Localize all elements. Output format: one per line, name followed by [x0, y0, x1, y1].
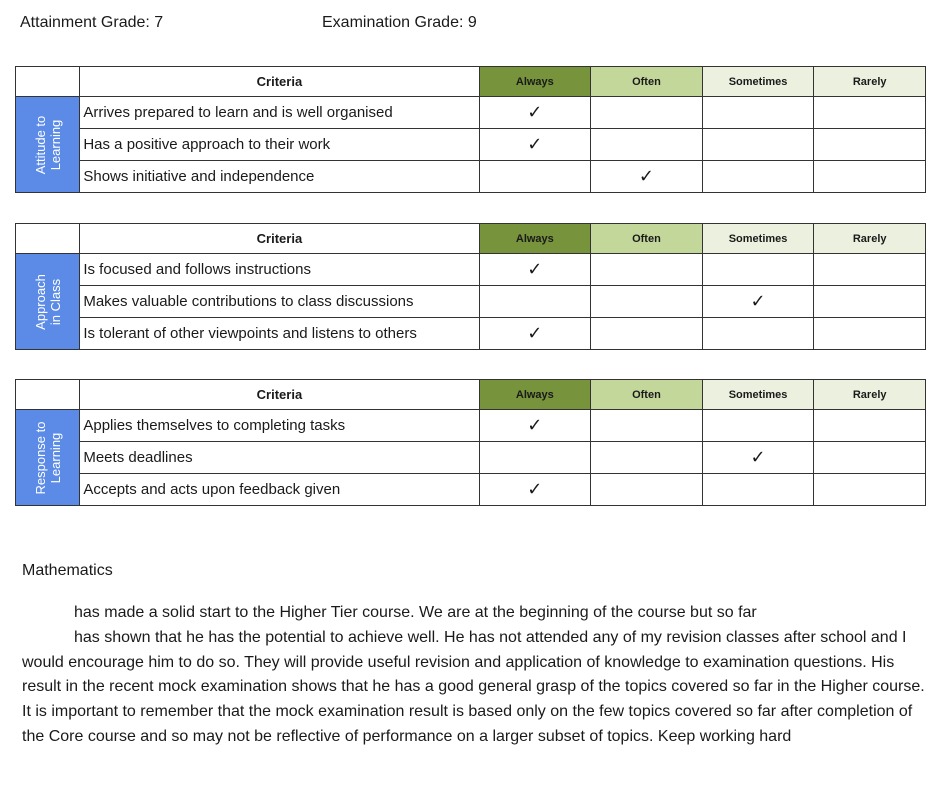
- section-label: [33, 274, 63, 330]
- section-label-cell: [16, 97, 80, 193]
- header-sometimes: Sometimes: [702, 224, 814, 254]
- rating-cell-often: [591, 410, 703, 442]
- report-comment: [22, 601, 927, 750]
- table-row: [16, 97, 926, 129]
- section-label-line-1: Attitude to: [32, 115, 48, 174]
- report-line-2: [22, 626, 927, 750]
- criteria-header: Criteria: [80, 224, 479, 254]
- rating-cell-rarely: [814, 318, 926, 350]
- table-row: [16, 129, 926, 161]
- rating-cell-rarely: [814, 97, 926, 129]
- rating-cell-sometimes: [702, 129, 814, 161]
- criterion-text: Meets deadlines: [80, 442, 479, 474]
- header-rarely: Rarely: [814, 380, 926, 410]
- rating-cell-sometimes: [702, 286, 814, 318]
- rating-cell-rarely: [814, 410, 926, 442]
- header-always: Always: [479, 67, 591, 97]
- checkmark-icon: ✓: [527, 323, 543, 343]
- criterion-text: Applies themselves to completing tasks: [80, 410, 479, 442]
- table-row: [16, 318, 926, 350]
- section-label-line-2: in Class: [47, 278, 63, 325]
- table-row: [16, 286, 926, 318]
- checkmark-icon: ✓: [527, 415, 543, 435]
- rating-cell-often: [591, 97, 703, 129]
- criterion-text: Makes valuable contributions to class discussions: [80, 286, 479, 318]
- header-sometimes: Sometimes: [702, 380, 814, 410]
- rating-cell-sometimes: [702, 254, 814, 286]
- rating-cell-sometimes: [702, 410, 814, 442]
- section-label-line-1: Approach: [32, 273, 48, 330]
- criterion-text: Arrives prepared to learn and is well organised: [80, 97, 479, 129]
- table-row: [16, 410, 926, 442]
- checkmark-icon: ✓: [638, 166, 654, 186]
- checkmark-icon: ✓: [750, 447, 766, 467]
- report-text-2: has shown that he has the potential to achieve well. He has not attended any of my revision classes after school and I would encourage him to do so. They will provide useful revision and application of knowledge to examination questions. His result in the recent mock examination shows that he has a good general grasp of the topics covered so far in the Higher course. It is important to remember that the mock examination result is based only on the few topics covered so far after completion of the Core course and so may not be reflective of performance on a larger subset of topics. Keep working hard: [22, 628, 925, 745]
- rating-cell-sometimes: [702, 161, 814, 193]
- header-often: Often: [591, 224, 703, 254]
- section-label-line-2: Learning: [47, 432, 63, 483]
- rating-cell-often: [591, 161, 703, 193]
- checkmark-icon: ✓: [527, 134, 543, 154]
- checkmark-icon: ✓: [527, 102, 543, 122]
- rating-cell-always: [479, 318, 591, 350]
- header-blank-cell: [16, 67, 80, 97]
- table-header-row: [16, 67, 926, 97]
- rating-cell-often: [591, 474, 703, 506]
- criterion-text: Shows initiative and independence: [80, 161, 479, 193]
- header-blank-cell: [16, 380, 80, 410]
- header-rarely: Rarely: [814, 224, 926, 254]
- rating-cell-always: [479, 254, 591, 286]
- rating-cell-always: [479, 442, 591, 474]
- rating-cell-rarely: [814, 474, 926, 506]
- section-label-cell: [16, 410, 80, 506]
- criterion-text: Is tolerant of other viewpoints and listens to others: [80, 318, 479, 350]
- rating-cell-rarely: [814, 129, 926, 161]
- section-label-line-1: Response to: [32, 421, 48, 494]
- table-header-row: [16, 380, 926, 410]
- section-label: [33, 421, 63, 494]
- header-often: Often: [591, 380, 703, 410]
- subject-title: Mathematics: [22, 562, 113, 579]
- header-often: Often: [591, 67, 703, 97]
- response-to-learning-table: [15, 379, 926, 506]
- checkmark-icon: ✓: [527, 479, 543, 499]
- rating-cell-rarely: [814, 161, 926, 193]
- checkmark-icon: ✓: [750, 291, 766, 311]
- examination-grade: Examination Grade: 9: [322, 14, 477, 31]
- table-row: [16, 161, 926, 193]
- rating-cell-rarely: [814, 442, 926, 474]
- rating-cell-often: [591, 318, 703, 350]
- report-line-1: [22, 601, 927, 626]
- rating-cell-rarely: [814, 254, 926, 286]
- section-label-cell: [16, 254, 80, 350]
- header-sometimes: Sometimes: [702, 67, 814, 97]
- criteria-header: Criteria: [80, 67, 479, 97]
- rating-cell-always: [479, 410, 591, 442]
- attitude-to-learning-table: [15, 66, 926, 193]
- rating-cell-sometimes: [702, 442, 814, 474]
- table-row: [16, 474, 926, 506]
- attainment-grade: Attainment Grade: 7: [20, 14, 164, 31]
- criterion-text: Is focused and follows instructions: [80, 254, 479, 286]
- criteria-header: Criteria: [80, 380, 479, 410]
- rating-cell-often: [591, 442, 703, 474]
- section-label: [33, 115, 63, 174]
- rating-cell-always: [479, 129, 591, 161]
- rating-cell-often: [591, 286, 703, 318]
- header-always: Always: [479, 224, 591, 254]
- table-row: [16, 254, 926, 286]
- criterion-text: Accepts and acts upon feedback given: [80, 474, 479, 506]
- rating-cell-sometimes: [702, 474, 814, 506]
- rating-cell-always: [479, 474, 591, 506]
- header-blank-cell: [16, 224, 80, 254]
- report-text-1: has made a solid start to the Higher Tier course. We are at the beginning of the course but so far: [74, 604, 757, 621]
- table-row: [16, 442, 926, 474]
- approach-in-class-table: [15, 223, 926, 350]
- table-header-row: [16, 224, 926, 254]
- checkmark-icon: ✓: [527, 259, 543, 279]
- criterion-text: Has a positive approach to their work: [80, 129, 479, 161]
- rating-cell-often: [591, 254, 703, 286]
- rating-cell-sometimes: [702, 97, 814, 129]
- header-always: Always: [479, 380, 591, 410]
- rating-cell-often: [591, 129, 703, 161]
- header-rarely: Rarely: [814, 67, 926, 97]
- rating-cell-always: [479, 97, 591, 129]
- section-label-line-2: Learning: [47, 119, 63, 170]
- rating-cell-always: [479, 286, 591, 318]
- rating-cell-always: [479, 161, 591, 193]
- rating-cell-rarely: [814, 286, 926, 318]
- rating-cell-sometimes: [702, 318, 814, 350]
